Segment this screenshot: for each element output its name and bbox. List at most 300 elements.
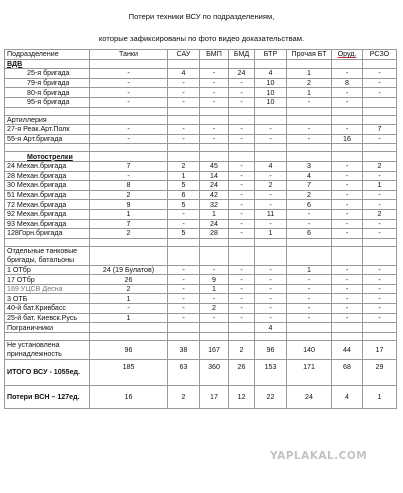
unit-name-cell: 25-я бригада xyxy=(5,69,90,79)
value-cell: - xyxy=(255,200,287,210)
spacer-cell xyxy=(5,107,90,115)
value-cell xyxy=(363,238,397,246)
value-cell: 14 xyxy=(200,171,229,181)
unit-name-cell: 28 Механ.бригада xyxy=(5,171,90,181)
value-cell: - xyxy=(229,265,255,275)
value-cell: - xyxy=(90,78,168,88)
value-cell xyxy=(168,59,200,69)
value-cell: 9 xyxy=(90,200,168,210)
value-cell: 185 xyxy=(90,359,168,385)
unit-name-cell: Отдельные танковые бригады, батальоны xyxy=(5,246,90,265)
value-cell xyxy=(229,323,255,333)
value-cell xyxy=(90,332,168,340)
value-cell: 10 xyxy=(255,88,287,98)
value-cell xyxy=(255,238,287,246)
value-cell: 17 xyxy=(363,340,397,359)
value-cell: - xyxy=(200,97,229,107)
value-cell xyxy=(332,238,363,246)
value-cell xyxy=(332,332,363,340)
value-cell: 4 xyxy=(255,323,287,333)
value-cell: 4 xyxy=(255,69,287,79)
value-cell xyxy=(229,152,255,162)
value-cell xyxy=(168,152,200,162)
header-sau: САУ xyxy=(168,50,200,60)
table-row xyxy=(5,359,397,385)
value-cell: - xyxy=(255,171,287,181)
value-cell: - xyxy=(90,134,168,144)
value-cell: - xyxy=(90,69,168,79)
value-cell: 4 xyxy=(287,171,332,181)
value-cell: - xyxy=(363,275,397,285)
value-cell: - xyxy=(90,171,168,181)
value-cell xyxy=(200,246,229,265)
value-cell: 24 xyxy=(200,219,229,229)
table-row xyxy=(5,152,397,162)
value-cell: - xyxy=(168,284,200,294)
value-cell: - xyxy=(332,97,363,107)
value-cell: 6 xyxy=(287,229,332,239)
value-cell xyxy=(287,144,332,152)
value-cell: - xyxy=(332,304,363,314)
value-cell xyxy=(332,152,363,162)
value-cell xyxy=(229,332,255,340)
value-cell: - xyxy=(229,209,255,219)
value-cell: - xyxy=(168,294,200,304)
value-cell: - xyxy=(168,88,200,98)
value-cell xyxy=(363,115,397,125)
unit-name-cell: 169 УЦСВ Десна xyxy=(5,284,90,294)
value-cell: - xyxy=(363,88,397,98)
value-cell: - xyxy=(229,190,255,200)
value-cell: 2 xyxy=(287,190,332,200)
value-cell xyxy=(229,107,255,115)
value-cell: - xyxy=(332,69,363,79)
value-cell xyxy=(229,246,255,265)
value-cell: - xyxy=(332,209,363,219)
value-cell xyxy=(255,332,287,340)
value-cell: - xyxy=(168,134,200,144)
unit-name-cell: ИТОГО ВСУ - 1055ед. xyxy=(5,359,90,385)
value-cell: - xyxy=(200,134,229,144)
value-cell: - xyxy=(332,275,363,285)
value-cell: 63 xyxy=(168,359,200,385)
value-cell: - xyxy=(287,209,332,219)
value-cell: - xyxy=(332,161,363,171)
unit-name-cell: 93 Механ.бригада xyxy=(5,219,90,229)
value-cell: - xyxy=(255,284,287,294)
value-cell: 6 xyxy=(287,200,332,210)
value-cell: - xyxy=(229,88,255,98)
value-cell: 68 xyxy=(332,359,363,385)
table-row xyxy=(5,181,397,191)
value-cell: 167 xyxy=(200,340,229,359)
table-row xyxy=(5,275,397,285)
spacer-row xyxy=(5,238,397,246)
value-cell: - xyxy=(229,304,255,314)
value-cell: 1 xyxy=(90,313,168,323)
value-cell xyxy=(287,107,332,115)
header-other-bt: Прочая БТ xyxy=(287,50,332,60)
spacer-row xyxy=(5,332,397,340)
value-cell xyxy=(168,246,200,265)
value-cell: - xyxy=(168,313,200,323)
value-cell: - xyxy=(90,88,168,98)
value-cell: 2 xyxy=(168,385,200,408)
value-cell: 3 xyxy=(287,161,332,171)
value-cell xyxy=(332,107,363,115)
table-row xyxy=(5,313,397,323)
unit-name-cell: 30 Механ.бригада xyxy=(5,181,90,191)
value-cell: 22 xyxy=(255,385,287,408)
value-cell: 7 xyxy=(90,161,168,171)
value-cell xyxy=(287,238,332,246)
value-cell: 42 xyxy=(200,190,229,200)
value-cell: - xyxy=(332,313,363,323)
value-cell: 7 xyxy=(363,125,397,135)
value-cell: - xyxy=(287,284,332,294)
value-cell: 171 xyxy=(287,359,332,385)
value-cell: 5 xyxy=(168,181,200,191)
value-cell xyxy=(200,238,229,246)
value-cell: - xyxy=(287,304,332,314)
unit-name-cell: 79-я бригада xyxy=(5,78,90,88)
value-cell: - xyxy=(229,181,255,191)
value-cell: - xyxy=(255,304,287,314)
value-cell: - xyxy=(90,304,168,314)
value-cell: - xyxy=(90,97,168,107)
value-cell xyxy=(255,246,287,265)
value-cell xyxy=(168,332,200,340)
header-tanks: Танки xyxy=(90,50,168,60)
value-cell: 38 xyxy=(168,340,200,359)
value-cell: - xyxy=(363,229,397,239)
value-cell: 28 xyxy=(200,229,229,239)
unit-name-cell: 3 ОТБ xyxy=(5,294,90,304)
report-title-line-2: которые зафиксированы по фото видео доказательствам. xyxy=(98,34,305,43)
unit-name-cell: 24 Механ.бригада xyxy=(5,161,90,171)
value-cell: 26 xyxy=(90,275,168,285)
value-cell xyxy=(363,59,397,69)
value-cell: - xyxy=(168,209,200,219)
value-cell: - xyxy=(363,313,397,323)
header-mlrs: РСЗО xyxy=(363,50,397,60)
value-cell xyxy=(200,115,229,125)
table-row xyxy=(5,284,397,294)
table-row xyxy=(5,209,397,219)
value-cell: - xyxy=(200,265,229,275)
value-cell: 2 xyxy=(90,190,168,200)
value-cell xyxy=(229,238,255,246)
value-cell xyxy=(90,238,168,246)
value-cell: - xyxy=(200,313,229,323)
value-cell: 2 xyxy=(255,181,287,191)
table-row xyxy=(5,59,397,69)
value-cell: 1 xyxy=(287,69,332,79)
value-cell: - xyxy=(332,294,363,304)
value-cell: 6 xyxy=(168,190,200,200)
value-cell: 2 xyxy=(363,209,397,219)
table-row xyxy=(5,294,397,304)
value-cell xyxy=(168,323,200,333)
value-cell: 24 xyxy=(200,181,229,191)
value-cell: - xyxy=(229,275,255,285)
value-cell: 2 xyxy=(229,340,255,359)
value-cell: - xyxy=(332,190,363,200)
spacer-cell xyxy=(5,144,90,152)
value-cell: - xyxy=(255,275,287,285)
value-cell: - xyxy=(229,200,255,210)
value-cell: - xyxy=(229,219,255,229)
value-cell: 45 xyxy=(200,161,229,171)
value-cell xyxy=(200,144,229,152)
value-cell: - xyxy=(200,125,229,135)
value-cell xyxy=(90,144,168,152)
value-cell: - xyxy=(168,97,200,107)
value-cell: 24 xyxy=(229,69,255,79)
value-cell: 1 xyxy=(363,181,397,191)
value-cell: - xyxy=(363,200,397,210)
spacer-row xyxy=(5,144,397,152)
value-cell: 17 xyxy=(200,385,229,408)
value-cell: 1 xyxy=(200,284,229,294)
value-cell: 7 xyxy=(90,219,168,229)
value-cell xyxy=(90,115,168,125)
unit-name-cell: Потери ВСН – 127ед. xyxy=(5,385,90,408)
unit-name-cell: Артиллерия xyxy=(5,115,90,125)
value-cell: - xyxy=(255,190,287,200)
value-cell: - xyxy=(168,275,200,285)
value-cell: 11 xyxy=(255,209,287,219)
value-cell: 2 xyxy=(200,304,229,314)
value-cell: - xyxy=(287,313,332,323)
unit-name-cell: 27-я Реак.Арт.Полк xyxy=(5,125,90,135)
value-cell: 8 xyxy=(332,78,363,88)
value-cell xyxy=(200,152,229,162)
value-cell: - xyxy=(229,294,255,304)
table-row xyxy=(5,246,397,265)
value-cell: 1 xyxy=(168,171,200,181)
value-cell: 1 xyxy=(90,294,168,304)
unit-name-cell: Мотострелки xyxy=(5,152,90,162)
value-cell: - xyxy=(287,134,332,144)
value-cell xyxy=(363,107,397,115)
losses-table xyxy=(4,49,397,409)
value-cell xyxy=(90,246,168,265)
value-cell: 2 xyxy=(287,78,332,88)
value-cell: - xyxy=(363,284,397,294)
value-cell: 8 xyxy=(90,181,168,191)
value-cell xyxy=(363,97,397,107)
value-cell: 2 xyxy=(90,229,168,239)
table-row xyxy=(5,161,397,171)
value-cell: 1 xyxy=(90,209,168,219)
value-cell xyxy=(287,59,332,69)
value-cell: 1 xyxy=(287,88,332,98)
table-row xyxy=(5,125,397,135)
spacer-cell xyxy=(5,238,90,246)
value-cell: - xyxy=(200,294,229,304)
value-cell: - xyxy=(363,190,397,200)
value-cell: 7 xyxy=(287,181,332,191)
value-cell xyxy=(332,144,363,152)
value-cell: - xyxy=(363,294,397,304)
value-cell xyxy=(287,332,332,340)
value-cell: - xyxy=(255,294,287,304)
table-row xyxy=(5,134,397,144)
value-cell: - xyxy=(229,284,255,294)
unit-name-cell: 95-я бригада xyxy=(5,97,90,107)
value-cell: - xyxy=(332,219,363,229)
table-row xyxy=(5,265,397,275)
value-cell xyxy=(229,115,255,125)
value-cell: - xyxy=(287,219,332,229)
value-cell: 44 xyxy=(332,340,363,359)
value-cell xyxy=(229,144,255,152)
value-cell xyxy=(332,323,363,333)
value-cell: - xyxy=(255,219,287,229)
table-row xyxy=(5,323,397,333)
value-cell: - xyxy=(229,313,255,323)
value-cell: - xyxy=(332,229,363,239)
value-cell xyxy=(90,59,168,69)
header-unit: Подразделение xyxy=(5,50,90,60)
value-cell xyxy=(363,144,397,152)
unit-name-cell: 55-я Арт.бригада xyxy=(5,134,90,144)
table-row xyxy=(5,78,397,88)
value-cell: 16 xyxy=(90,385,168,408)
value-cell: - xyxy=(363,265,397,275)
unit-name-cell: Пограничники xyxy=(5,323,90,333)
value-cell: - xyxy=(332,284,363,294)
value-cell: 32 xyxy=(200,200,229,210)
value-cell: - xyxy=(229,125,255,135)
unit-name-cell: 1 ОТбр xyxy=(5,265,90,275)
value-cell: 4 xyxy=(255,161,287,171)
value-cell xyxy=(90,152,168,162)
value-cell xyxy=(287,152,332,162)
value-cell xyxy=(287,246,332,265)
value-cell: - xyxy=(229,97,255,107)
header-btr: БТР xyxy=(255,50,287,60)
value-cell: - xyxy=(255,134,287,144)
value-cell: 10 xyxy=(255,78,287,88)
table-row xyxy=(5,88,397,98)
value-cell: - xyxy=(332,265,363,275)
value-cell: - xyxy=(363,134,397,144)
value-cell: - xyxy=(200,88,229,98)
report-title-line-1: Потери техники ВСУ по подразделениям, xyxy=(128,12,275,21)
value-cell xyxy=(168,144,200,152)
value-cell xyxy=(255,107,287,115)
value-cell xyxy=(200,107,229,115)
value-cell xyxy=(255,115,287,125)
value-cell xyxy=(287,323,332,333)
header-row xyxy=(5,50,397,60)
value-cell: - xyxy=(200,69,229,79)
value-cell: - xyxy=(90,125,168,135)
header-bmd: БМД xyxy=(229,50,255,60)
value-cell xyxy=(255,144,287,152)
value-cell: - xyxy=(229,78,255,88)
value-cell: - xyxy=(332,125,363,135)
value-cell: - xyxy=(168,304,200,314)
unit-name-cell: 92 Механ.бригада xyxy=(5,209,90,219)
value-cell: - xyxy=(363,171,397,181)
value-cell: - xyxy=(168,219,200,229)
value-cell: 2 xyxy=(363,161,397,171)
value-cell xyxy=(332,59,363,69)
value-cell: 12 xyxy=(229,385,255,408)
value-cell xyxy=(363,246,397,265)
value-cell: - xyxy=(363,219,397,229)
table-row xyxy=(5,190,397,200)
value-cell: - xyxy=(229,161,255,171)
header-bmp: БМП xyxy=(200,50,229,60)
value-cell xyxy=(200,323,229,333)
value-cell xyxy=(255,152,287,162)
table-row xyxy=(5,115,397,125)
spacer-row xyxy=(5,107,397,115)
table-row xyxy=(5,97,397,107)
value-cell: - xyxy=(255,313,287,323)
value-cell: - xyxy=(332,181,363,191)
value-cell: - xyxy=(287,275,332,285)
value-cell: 140 xyxy=(287,340,332,359)
value-cell: - xyxy=(363,304,397,314)
unit-name-cell: 51 Механ.бригада xyxy=(5,190,90,200)
value-cell xyxy=(90,323,168,333)
value-cell: 5 xyxy=(168,229,200,239)
value-cell: 360 xyxy=(200,359,229,385)
value-cell: - xyxy=(255,125,287,135)
table-row xyxy=(5,229,397,239)
value-cell: - xyxy=(287,294,332,304)
watermark: YAPLAKAL.COM xyxy=(270,450,368,462)
value-cell: 9 xyxy=(200,275,229,285)
unit-name-cell: 128Горн.бригада xyxy=(5,229,90,239)
value-cell: - xyxy=(229,134,255,144)
table-row xyxy=(5,69,397,79)
table-row xyxy=(5,304,397,314)
unit-name-cell: 17 ОТбр xyxy=(5,275,90,285)
unit-name-cell: ВДВ xyxy=(5,59,90,69)
value-cell: - xyxy=(332,200,363,210)
value-cell xyxy=(255,59,287,69)
value-cell xyxy=(200,332,229,340)
value-cell xyxy=(168,238,200,246)
value-cell: - xyxy=(229,229,255,239)
table-row xyxy=(5,385,397,408)
value-cell: 29 xyxy=(363,359,397,385)
value-cell: 24 xyxy=(287,385,332,408)
value-cell xyxy=(332,246,363,265)
value-cell: 1 xyxy=(287,265,332,275)
value-cell: - xyxy=(287,125,332,135)
value-cell: 2 xyxy=(90,284,168,294)
value-cell: - xyxy=(168,125,200,135)
header-guns: Оруд. xyxy=(332,50,363,60)
table-row xyxy=(5,340,397,359)
unit-name-cell: 25-й бат. Киевск.Русь xyxy=(5,313,90,323)
unit-name-cell: 80-я бригада xyxy=(5,88,90,98)
value-cell: 5 xyxy=(168,200,200,210)
unit-name-cell: 40-й бат.Кривбасс xyxy=(5,304,90,314)
value-cell: 96 xyxy=(90,340,168,359)
value-cell: 24 (19 Булатов) xyxy=(90,265,168,275)
value-cell: 153 xyxy=(255,359,287,385)
value-cell: 4 xyxy=(332,385,363,408)
value-cell: 26 xyxy=(229,359,255,385)
